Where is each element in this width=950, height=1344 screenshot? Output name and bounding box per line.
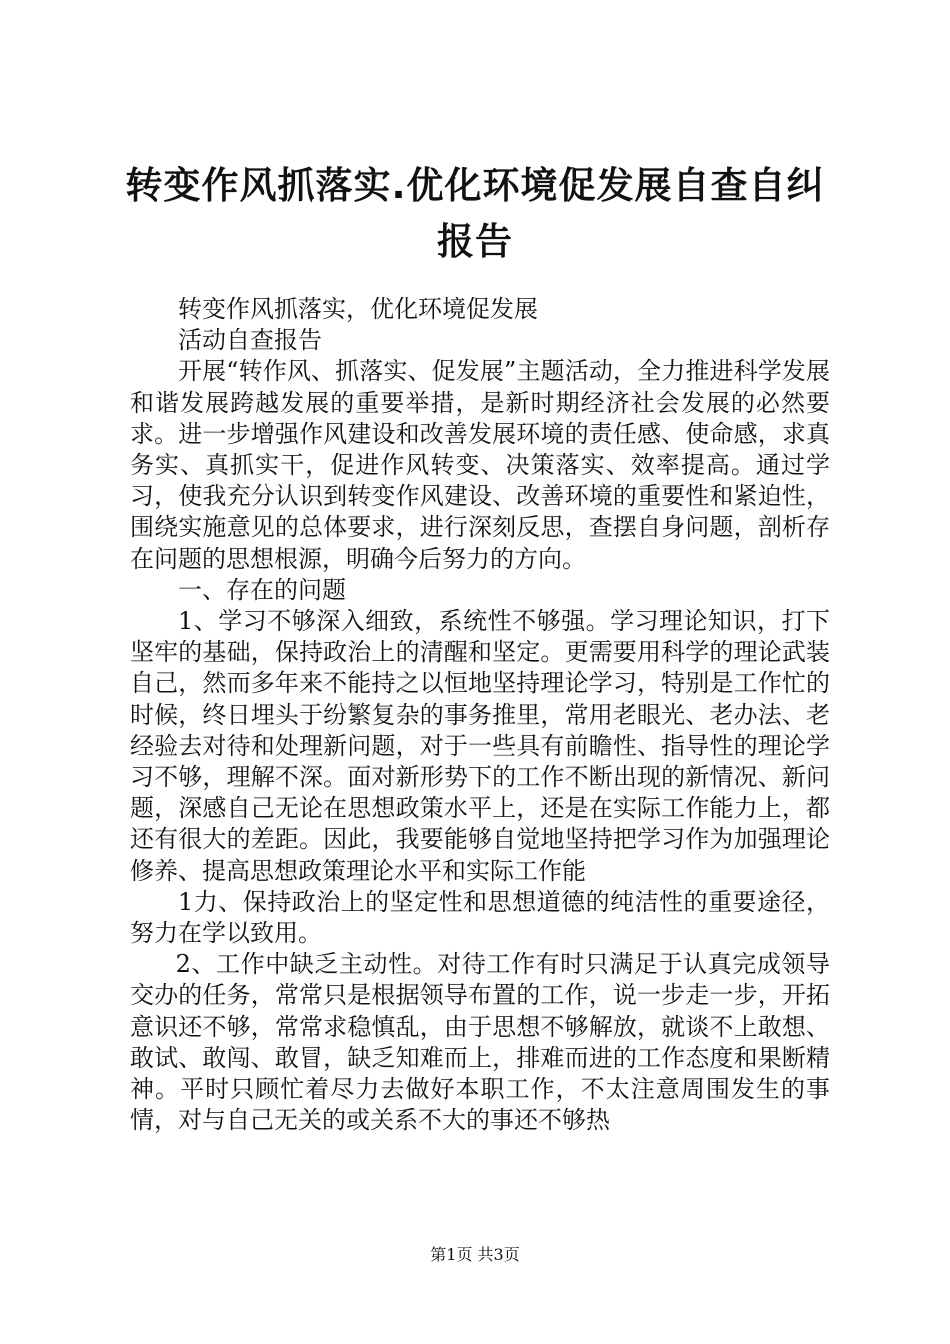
- problem-2-paragraph: 2、工作中缺乏主动性。对待工作有时只满足于认真完成领导交办的任务，常常只是根据领导布置的工作，说一步走一步，开拓意识还不够，常常求稳慎乱，由于思想不够解放，就谈不上敢想、敢试、敢闯、敢冒，缺乏知难而上，排难而进的工作态度和果断精神。平时只顾忙着尽力去做好本职工作，不太注意周围发生的事情，对与自己无关的或关系不大的事还不够热: [130, 950, 830, 1135]
- document-body: [130, 294, 830, 1136]
- problem-1-paragraph: 1、学习不够深入细致，系统性不够强。学习理论知识，打下坚牢的基础，保持政治上的清醒和坚定。更需要用科学的理论武装自己，然而多年来不能持之以恒地坚持理论学习，特别是工作忙的时候，终日埋头于纷繁复杂的事务推里，常用老眼光、老办法、老经验去对待和处理新问题，对于一些具有前瞻性、指导性的理论学习不够，理解不深。面对新形势下的工作不断出现的新情况、新问题，深感自己无论在思想政策水平上，还是在实际工作能力上，都还有很大的差距。因此，我要能够自觉地坚持把学习作为加强理论修养、提高思想政策理论水平和实际工作能: [130, 607, 830, 885]
- subtitle-line-1: 转变作风抓落实，优化环境促发展: [178, 295, 538, 323]
- document-title: 转变作风抓落实.优化环境促发展自查自纠报告: [125, 164, 825, 263]
- section-heading-problems: 一、存在的问题: [178, 575, 346, 604]
- intro-paragraph: 开展“转作风、抓落实、促发展”主题活动，全力推进科学发展和谐发展跨越发展的重要举措，是新时期经济社会发展的必然要求。进一步增强作风建设和改善发展环境的责任感、使命感，求真务实、真抓实干，促进作风转变、决策落实、效率提高。通过学习，使我充分认识到转变作风建设、改善环境的重要性和紧迫性，围绕实施意见的总体要求，进行深刻反思，查摆自身问题，剖析存在问题的思想根源，明确今后努力的方向。: [130, 357, 830, 573]
- problem-1-continuation: 1力、保持政治上的坚定性和思想道德的纯洁性的重要途径，努力在学以致用。: [130, 887, 830, 948]
- subtitle-line-2: 活动自查报告: [178, 326, 322, 355]
- page-number-footer: 第1页 共3页: [430, 1245, 520, 1264]
